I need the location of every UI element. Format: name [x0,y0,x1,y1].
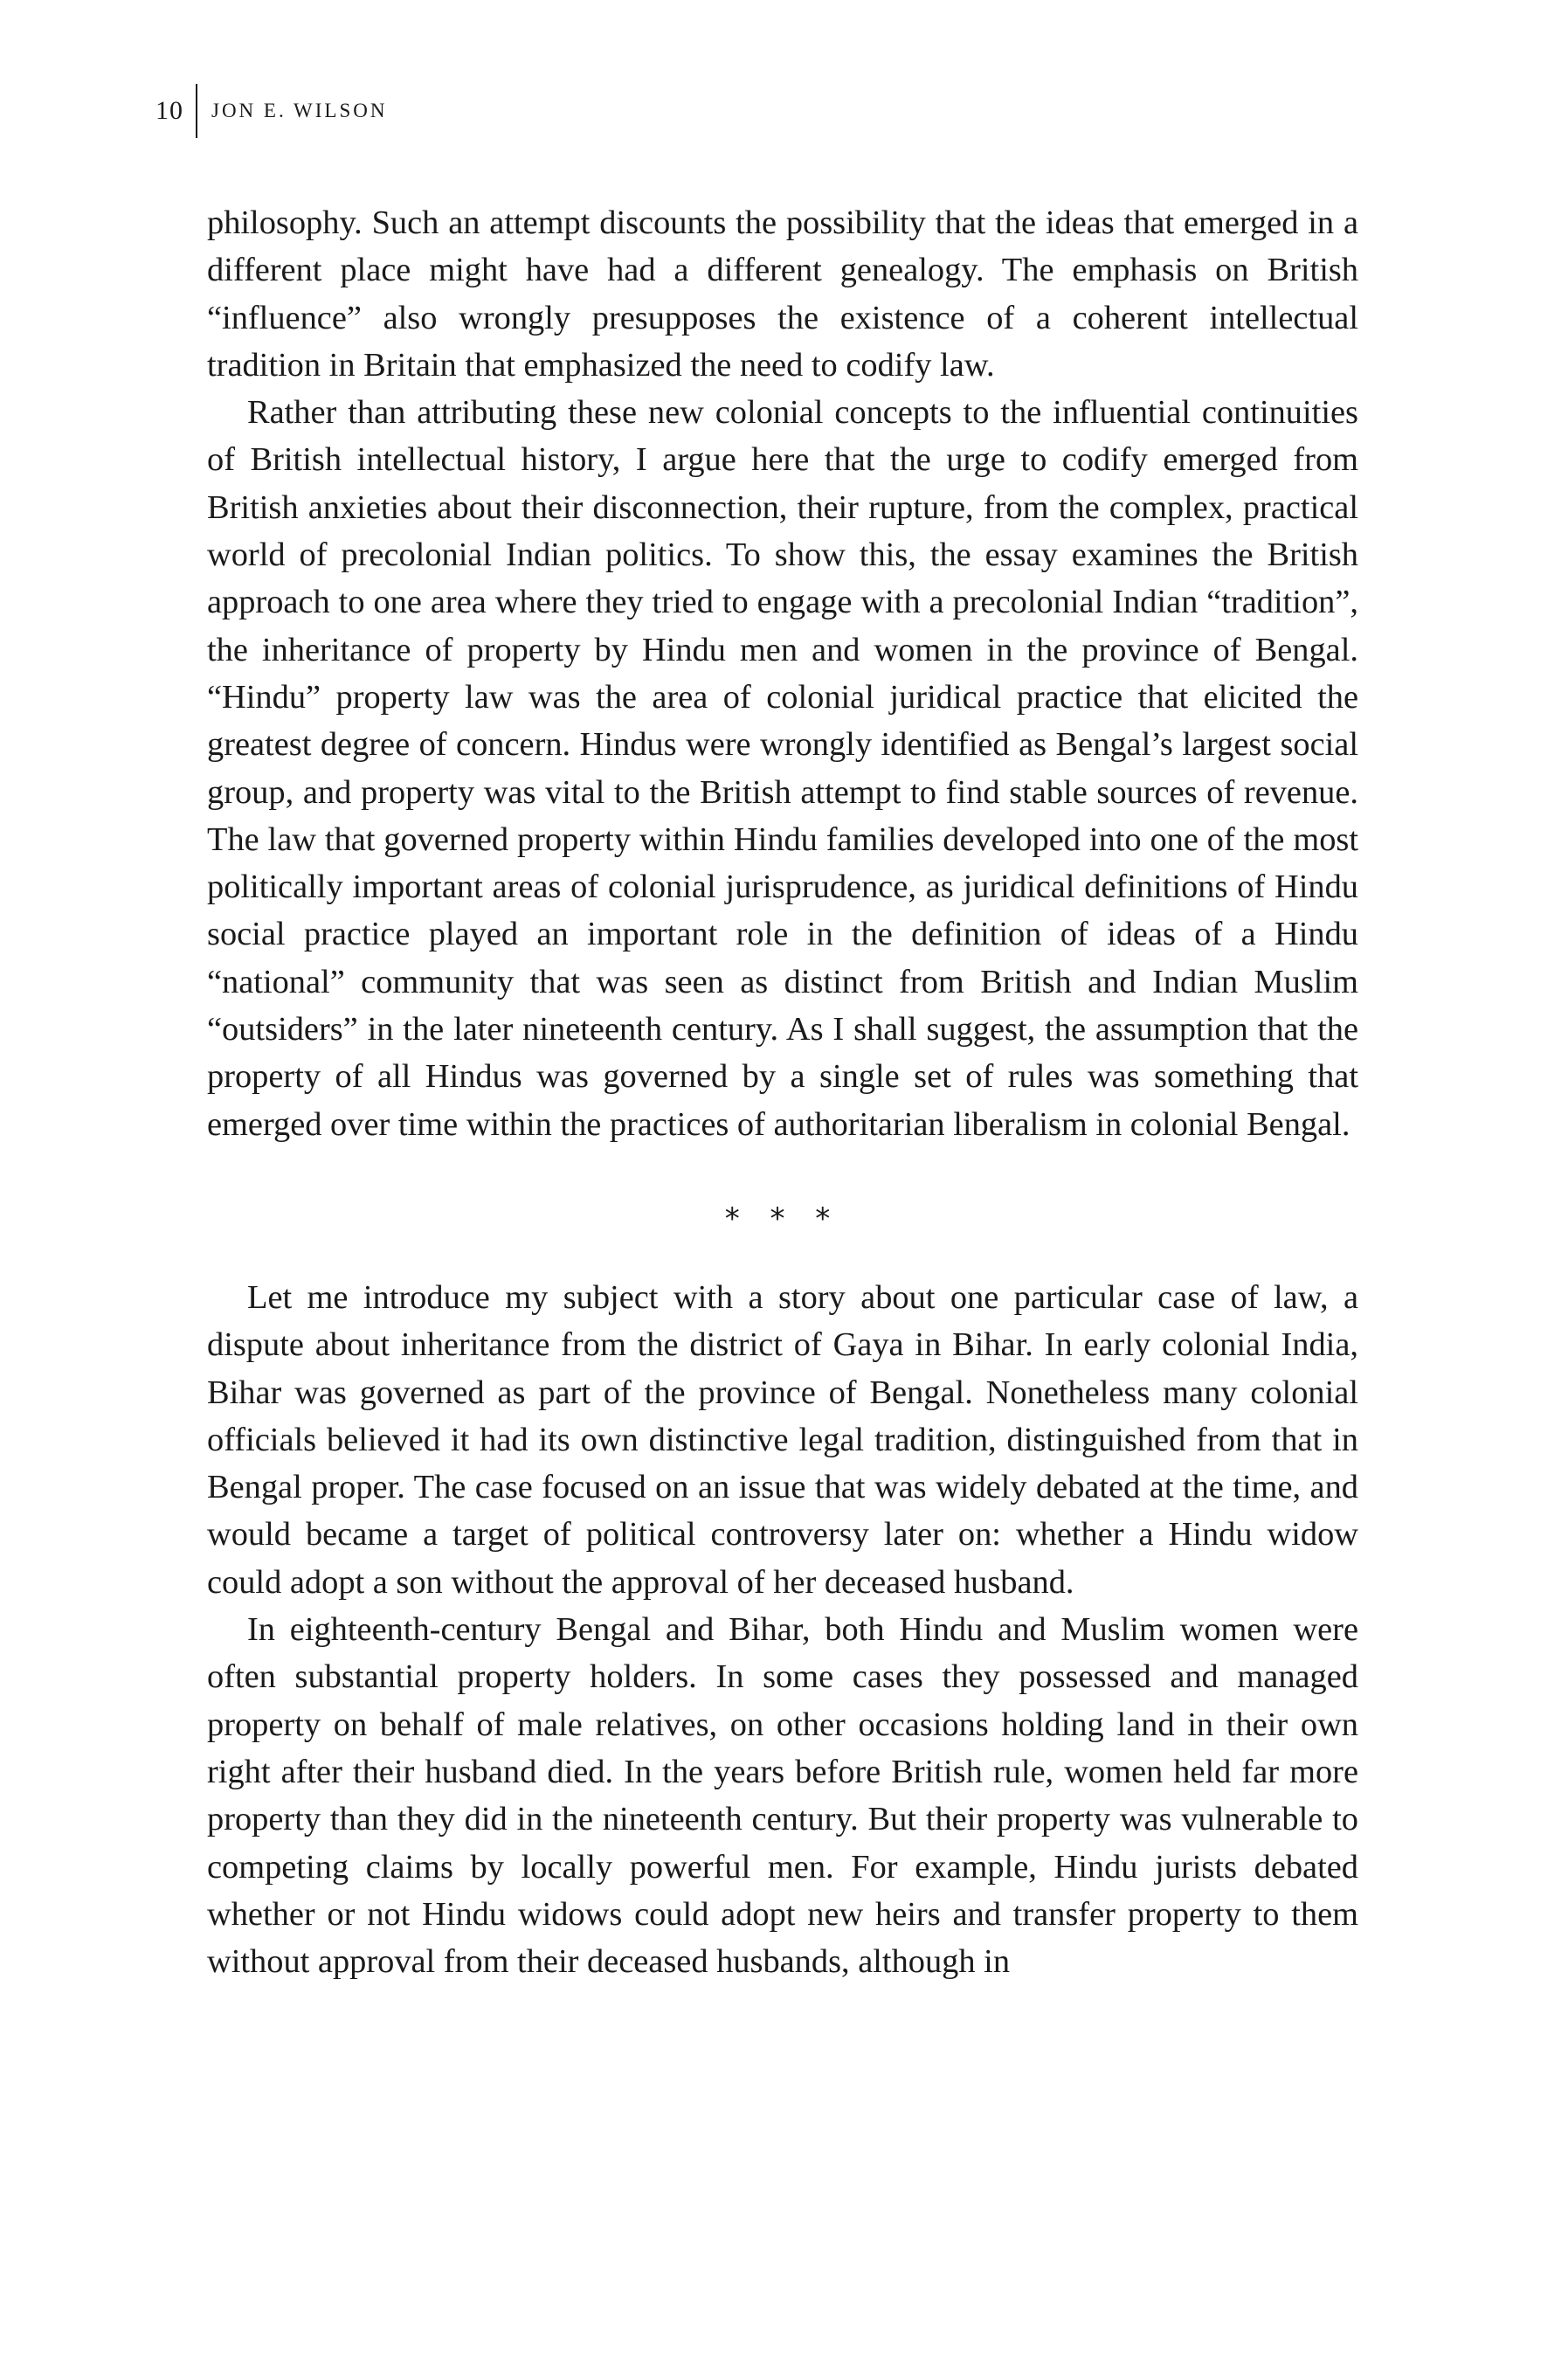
paragraph-continued: philosophy. Such an attempt discounts the possibility that the ideas that emerged in a different place might have had a different genealogy. The emphasis on British “influence” also wrongly presupposes the existence of a coherent intellectual tradition in Britain that emphasized the need to codify law. [207,204,1358,384]
page-number: 10 [155,96,183,125]
paragraph: Rather than attributing these new colonial concepts to the influential continuities of British intellectual history, I argue here that the urge to codify emerged from British anxieties about their disconnection, their rupture, from the complex, practical world of precolonial Indian politics. To show this, the essay examines the British approach to one area where they tried to engage with a precolonial Indian “tradition”, the inheritance of property by Hindu men and women in the province of Bengal. “Hindu” property law was the area of colonial juridical practice that elicited the greatest degree of concern. Hindus were wrongly identified as Bengal’s largest social group, and property was vital to the British attempt to find stable sources of revenue. The law that governed property within Hindu families developed into one of the most politically important areas of colonial jurisprudence, as juridical definitions of Hindu social practice played an important role in the definition of ideas of a Hindu “national” community that was seen as distinct from British and Indian Muslim “outsiders” in the later nineteenth century. As I shall suggest, the assumption that the property of all Hindus was governed by a single set of rules was something that emerged over time within the practices of authoritarian liberalism in colonial Bengal. [207,394,1358,1143]
body-text [207,199,1358,1985]
running-head [155,84,387,138]
running-head-author: JON E. WILSON [211,100,388,121]
section-break-asterisks: * * * [724,1201,841,1236]
paragraph: In eighteenth-century Bengal and Bihar, both Hindu and Muslim women were often substantial property holders. In some cases they possessed and managed property on behalf of male relatives, on other occasions holding land in their own right after their husband died. In the years before British rule, women held far more property than they did in the nineteenth century. But their property was vulnerable to competing claims by locally powerful men. For example, Hindu jurists debated whether or not Hindu widows could adopt new heirs and transfer property to them without approval from their deceased husbands, although in [207,1611,1358,1981]
paragraph: Let me introduce my subject with a story about one particular case of law, a dispute about inheritance from the district of Gaya in Bihar. In early colonial India, Bihar was governed as part of the province of Bengal. Nonetheless many colonial officials believed it had its own distinctive legal tradition, distinguished from that in Bengal proper. The case focused on an issue that was widely debated at the time, and would became a target of political controversy later on: whether a Hindu widow could adopt a son without the approval of her deceased husband. [207,1278,1358,1601]
